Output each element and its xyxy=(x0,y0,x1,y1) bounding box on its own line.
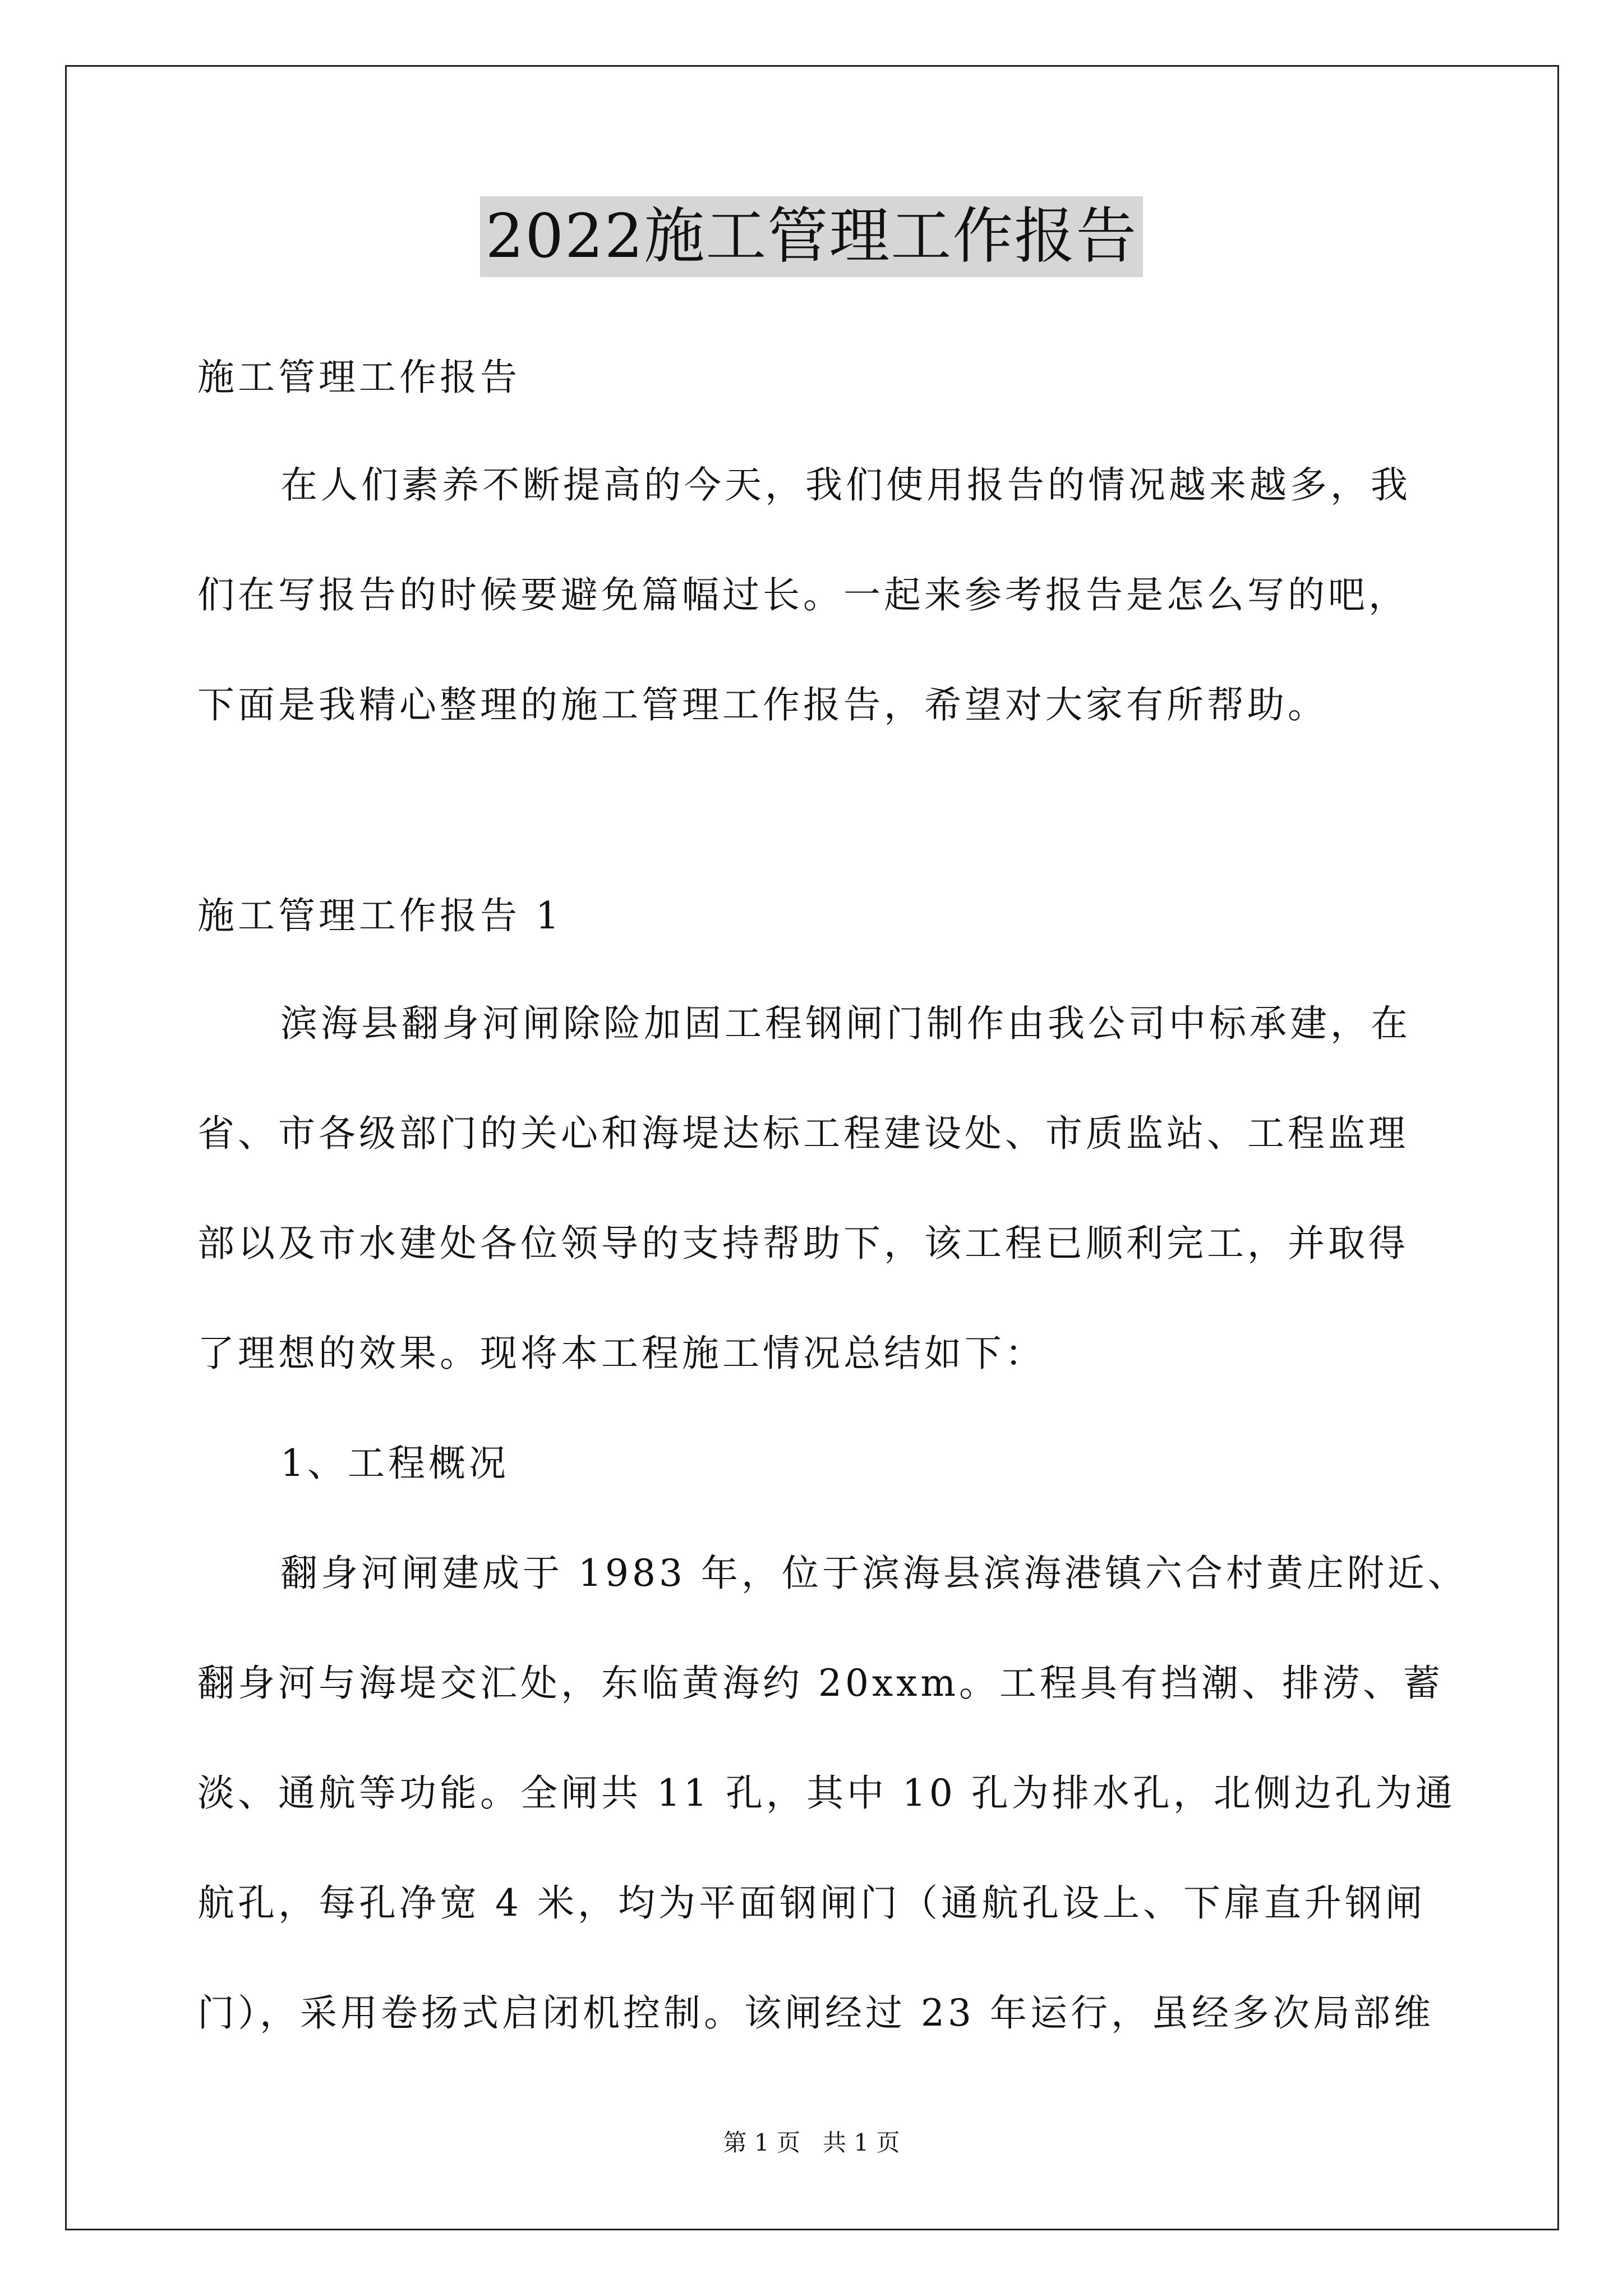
para2-line-1: 翻身河闸建成于 1983 年，位于滨海县滨海港镇六合村黄庄附近、 xyxy=(280,1552,1468,1595)
para2-line-2: 翻身河与海堤交汇处，东临黄海约 20xxm。工程具有挡潮、排涝、蓄 xyxy=(197,1662,1444,1705)
para1-line-3: 部以及市水建处各位领导的支持帮助下，该工程已顺利完工，并取得 xyxy=(197,1222,1409,1265)
item-heading: 1、工程概况 xyxy=(280,1442,509,1485)
intro-line-1: 在人们素养不断提高的今天，我们使用报告的情况越来越多，我 xyxy=(280,463,1411,507)
title-wrap xyxy=(0,196,1623,277)
page-footer: 第 1 页 共 1 页 xyxy=(723,2129,900,2156)
para1-line-4: 了理想的效果。现将本工程施工情况总结如下： xyxy=(197,1332,1045,1375)
para1-line-1: 滨海县翻身河闸除险加固工程钢闸门制作由我公司中标承建，在 xyxy=(280,1002,1411,1045)
para2-line-4: 航孔，每孔净宽 4 米，均为平面钢闸门（通航孔设上、下扉直升钢闸 xyxy=(197,1881,1426,1925)
section-heading: 施工管理工作报告 1 xyxy=(197,894,562,937)
para2-line-5: 门），采用卷扬式启闭机控制。该闸经过 23 年运行，虽经多次局部维 xyxy=(197,1991,1434,2035)
para2-line-3: 淡、通航等功能。全闸共 11 孔，其中 10 孔为排水孔，北侧边孔为通 xyxy=(197,1772,1456,1815)
intro-line-3: 下面是我精心整理的施工管理工作报告，希望对大家有所帮助。 xyxy=(197,683,1328,726)
document-title: 2022施工管理工作报告 xyxy=(480,196,1144,277)
subtitle: 施工管理工作报告 xyxy=(197,356,520,399)
para1-line-2: 省、市各级部门的关心和海堤达标工程建设处、市质监站、工程监理 xyxy=(197,1112,1409,1155)
intro-line-2: 们在写报告的时候要避免篇幅过长。一起来参考报告是怎么写的吧， xyxy=(197,573,1409,616)
